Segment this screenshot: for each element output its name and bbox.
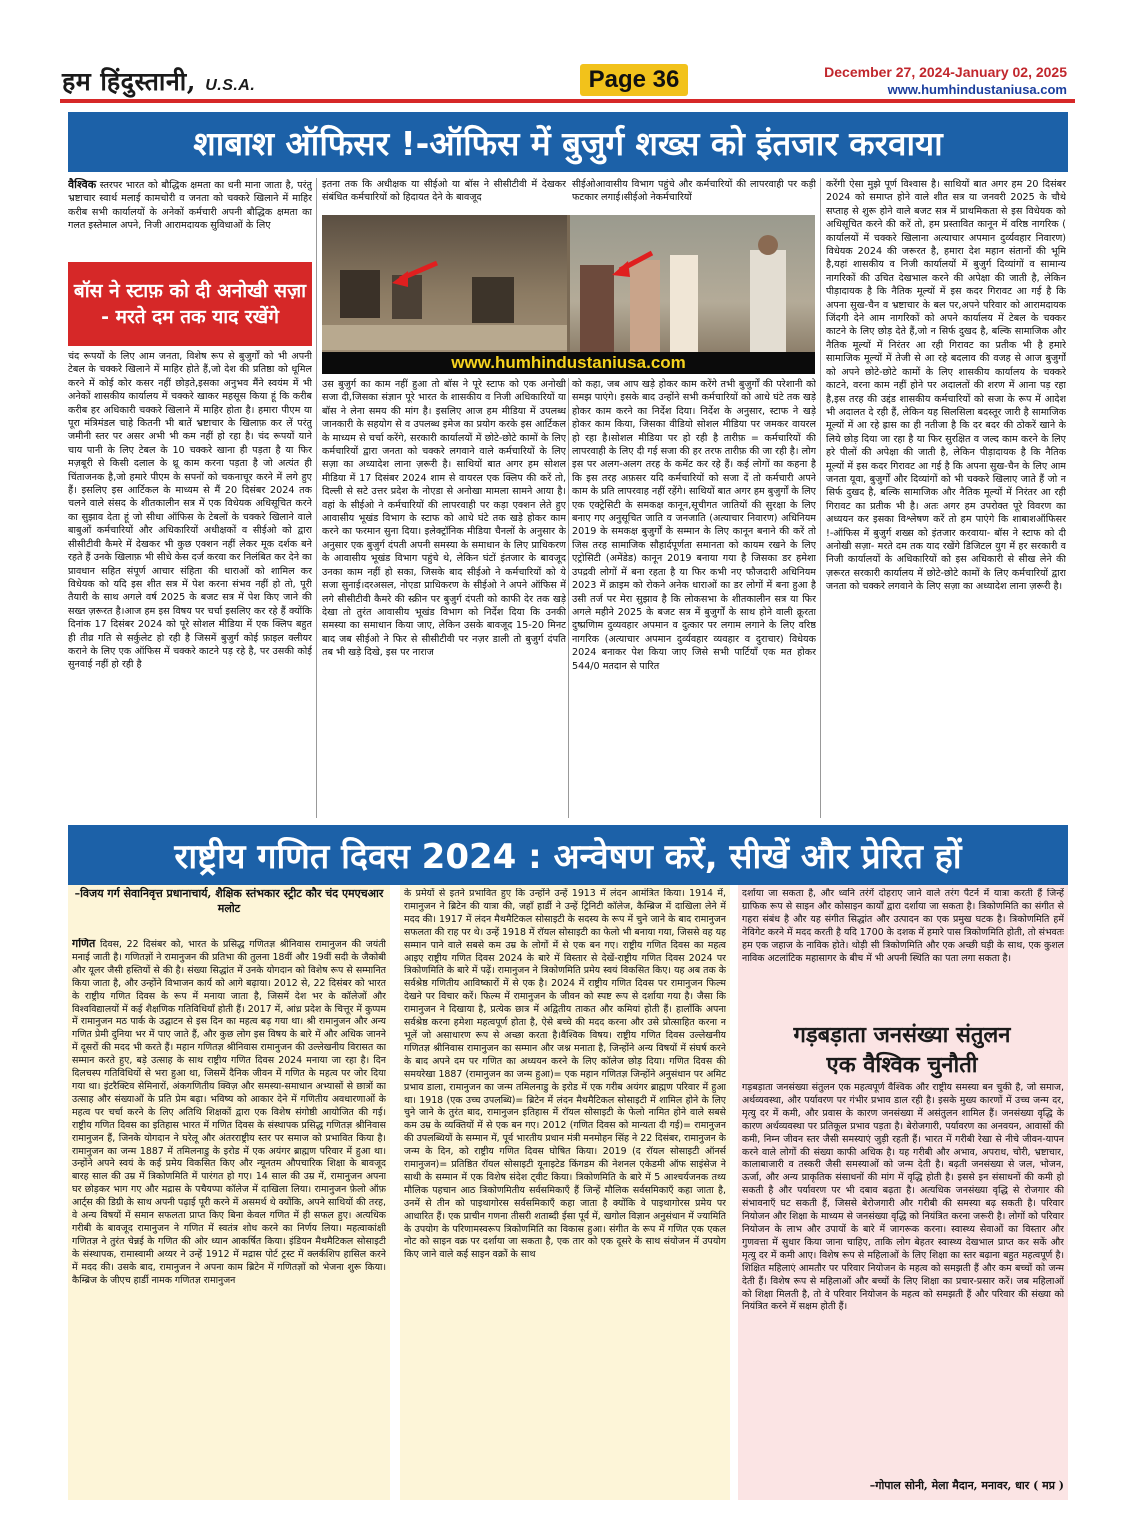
article2-col3-top: दर्शाया जा सकता है, और ध्वनि तरंगें दोहराए जाने वाले तरंग पैटर्न में यात्रा करती हैं जिन्हें ग्राफिक रूप से साइन और कोसाइन कार्यों द्वारा दर्शाया जा सकता है। त्रिकोणमिति का संगीत से गहरा संबंध है और यह संगीत सिद्धांत और उत्पादन का एक प्रमुख घटक है। त्रिकोणमिति हमें नेविगेट करने में मदद करती है यदि 1700 के दशक में हमारे पास त्रिकोणमिति होती, तो संभवतः हम एक जहाज के नाविक होते। थोड़ी सी त्रिकोणमिति और एक अच्छी घड़ी के साथ, एक कुशल नाविक अटलांटिक महासागर के बीच में भी अपनी स्थिति का पता लगा सकता है।: [742, 888, 1064, 964]
article2-col3-bottom: गड़बड़ाता जनसंख्या संतुलन एक महत्वपूर्ण वैश्विक और राष्ट्रीय समस्या बन चुकी है, जो समाज, अर्थव्यवस्था, और पर्यावरण पर गंभीर प्रभाव डाल रही है। इसके मुख्य कारणों में उच्च जन्म दर, मृत्यु दर में कमी, और प्रवास के कारण जनसंख्या में असंतुलन शामिल हैं। जनसंख्या वृद्धि के कारण अर्थव्यवस्था पर प्रतिकूल प्रभाव पड़ता है। बेरोजगारी, पर्यावरण का अनवयन, आवासों की कमी, निम्न जीवन स्तर जैसी समस्याएं जुड़ी रहती हैं। भारत में गरीबी रेखा से नीचे जीवन-यापन करने वाले लोगों की संख्या काफी अधिक है। यह गरीबी और अभाव, अपराध, चोरी, भ्रष्टाचार, कालाबाजारी व तस्करी जैसी समस्याओं को जन्म देती है। बढ़ती जनसंख्या से जल, भोजन, ऊर्जा, और अन्य प्राकृतिक संसाधनों की मांग में वृद्धि होती है। इससे इन संसाधनों की कमी हो सकती है और पर्यावरण पर भी दबाव बढ़ता है। अत्यधिक जनसंख्या वृद्धि से रोजगार की संभावनाएँ घट सकती हैं, जिससे बेरोजगारी और गरीबी की समस्या बढ़ सकती है। परिवार नियोजन और शिक्षा के माध्यम से जनसंख्या वृद्धि को नियंत्रित करना जरूरी है। लोगों को परिवार नियोजन के लाभ और उपायों के बारे में जागरूक करना। स्वास्थ्य सेवाओं का विस्तार और गुणवत्ता में सुधार किया जाना चाहिए, ताकि लोग बेहतर स्वास्थ्य देखभाल प्राप्त कर सकें और मृत्यु दर में कमी आए। विशेष रूप से महिलाओं के लिए शिक्षा का स्तर बढ़ाना बहुत महत्वपूर्ण है। शिक्षित महिलाएं आमतौर पर परिवार नियोजन के महत्व को समझती हैं और कम बच्चों को जन्म देती हैं। विशेष रूप से महिलाओं और बच्चों के लिए शिक्षा का प्रचार-प्रसार करें। जब महिलाओं को शिक्षा मिलती है, तो वे परिवार नियोजन के महत्व को समझती हैं और परिवार की संख्या को नियंत्रित करने में सक्षम होती हैं।: [742, 1082, 1064, 1313]
article2-col1-text: दिवस, 22 दिसंबर को, भारत के प्रसिद्ध गणितज्ञ श्रीनिवास रामानुजन की जयंती मनाई जाती है। गणितज्ञों ने रामानुजन की प्रतिभा की तुलना 18वीं और 19वीं सदी के जैकोबी और यूलर जैसी हस्तियों से की है। संख्या सिद्धांत में उनके योगदान को विशेष रूप से सम्मानित किया जाता है, और उन्होंने विभाजन कार्य को आगे बढ़ाया। 2012 से, 22 दिसंबर को भारत के राष्ट्रीय गणित दिवस के रूप में मनाया जाता है, जिसमें देश भर के कॉलेजों और विश्वविद्यालयों में कई शैक्षणिक गतिविधियाँ होती हैं। 2017 में, आंध्र प्रदेश के चित्तूर में कुप्पम में रामानुजन मठ पार्क के उद्घाटन से इस दिन का महत्व बढ़ गया था। श्री रामानुजन और अन्य गणित प्रेमी दुनिया भर में पाए जाते हैं, और कुछ लोग इस विषय के बारे में और अधिक जानने में दूसरों की मदद भी करते हैं। महान गणितज्ञ श्रीनिवास रामानुजन की उल्लेखनीय विरासत का सम्मान करते हुए, बड़े उत्साह के साथ राष्ट्रीय गणित दिवस 2024 मनाया जा रहा है। दिन दिलचस्प गतिविधियों से भरा हुआ था, जिसमें दैनिक जीवन में गणित के महत्व पर जोर दिया गया था। इंटरैक्टिव सेमिनारों, अंकगणितीय क्विज़ और समस्या-समाधान अभ्यासों से छात्रों का उत्साह और संख्याओं के प्रति प्रेम बढ़ा। भविष्य को आकार देने में गणितीय अवधारणाओं के महत्व पर चर्चा करने के लिए अतिथि शिक्षकों द्वारा एक विशेष संगोष्ठी आयोजित की गई। राष्ट्रीय गणित दिवस का इतिहास भारत में गणित दिवस के संस्थापक प्रसिद्ध गणितज्ञ श्रीनिवास रामानुजन हैं, जिनके योगदान ने घरेलू और अंतरराष्ट्रीय स्तर पर समाज को प्रभावित किया है। रामानुजन का जन्म 1887 में तमिलनाडु के इरोड में एक अयंगर ब्राह्मण परिवार में हुआ था। उन्होंने अपने स्वयं के कई प्रमेय विकसित किए और न्यूनतम औपचारिक शिक्षा के बावजूद बारह साल की उम्र में त्रिकोणमिति में पारंगत हो गए। 14 साल की उम्र में, रामानुजन अपना घर छोड़कर भाग गए और मद्रास के पचैयप्पा कॉलेज में दाखिला लिया। रामानुजन फ़ेलो ऑफ़ आर्ट्स की डिग्री के साथ अपनी पढ़ाई पूरी करने में असमर्थ थे क्योंकि, अपने साथियों की तरह, वे अन्य विषयों में समान सफलता प्राप्त किए बिना केवल गणित में ही सफल हुए। अत्यधिक गरीबी के बावजूद रामानुजन ने गणित में स्वतंत्र शोध करने का निर्णय लिया। महत्वाकांक्षी गणितज्ञ ने तुरंत चेन्नई के गणित की ओर ध्यान आकर्षित किया। इंडियन मैथमैटिकल सोसाइटी के संस्थापक, रामास्वामी अय्यर ने उन्हें 1912 में मद्रास पोर्ट ट्रस्ट में क्लर्कशिप हासिल करने में मदद की। उसके बाद, रामानुजन ने अपना काम ब्रिटेन में गणितज्ञों को भेजना शुरू किया। कैम्ब्रिज के जीएच हार्डी नामक गणितज्ञ रामानुजन: [72, 939, 386, 1286]
article2-col2: के प्रमेयों से इतने प्रभावित हुए कि उन्होंने उन्हें 1913 में लंदन आमंत्रित किया। 1914 में, रामानुजन ने ब्रिटेन की यात्रा की, जहाँ हार्डी ने उन्हें ट्रिनिटी कॉलेज, कैम्ब्रिज में दाखिला लेने में मदद की। 1917 में लंदन मैथमैटिकल सोसाइटी के सदस्य के रूप में चुने जाने के बाद रामानुजन सफलता की राह पर थे। उन्हें 1918 में रॉयल सोसाइटी का फेलो भी बनाया गया, जिससे वह यह सम्मान पाने वाले सबसे कम उम्र के लोगों में से एक बन गए। राष्ट्रीय गणित दिवस का महत्व आइए राष्ट्रीय गणित दिवस 2024 के बारे में विस्तार से देखें-राष्ट्रीय गणित दिवस 2024 पर त्रिकोणमिति के बारे में पढ़ें। रामानुजन ने त्रिकोणमिति प्रमेय स्वयं विकसित किए। यह अब तक के सर्वश्रेष्ठ गणितीय आविष्कारों में से एक है। 2024 में राष्ट्रीय गणित दिवस पर रामानुजन फिल्म देखने पर विचार करें। फिल्म में रामानुजन के जीवन को स्पष्ट रूप से दर्शाया गया है। जैसा कि रामानुजन ने दिखाया है, प्रत्येक छात्र में अद्वितीय ताकत और कमियां होती हैं। हालाँकि अपना सर्वश्रेष्ठ करना हमेशा महत्वपूर्ण होता है, ऐसे बच्चे की मदद करना और उसे प्रोत्साहित करना न भूलें जो असाधारण रूप से अच्छा करता है।वैश्विक विषय। राष्ट्रीय गणित दिवस उल्लेखनीय गणितज्ञ श्रीनिवास रामानुजन का सम्मान और जश्न मनाता है, जिन्होंने अन्य विषयों में संघर्ष करने के बाद अपने दम पर गणित का अध्ययन करने के लिए कॉलेज छोड़ दिया। गणित दिवस की समयरेखा 1887 (रामानुजन का जन्म हुआ)= एक महान गणितज्ञ जिन्होंने अनुसंधान पर अमिट प्रभाव डाला, रामानुजन का जन्म तमिलनाडु के इरोड में एक गरीब अयंगर ब्राह्मण परिवार में हुआ था। 1918 (एक उच्च उपलब्धि)= ब्रिटेन में लंदन मैथमैटिकल सोसाइटी में शामिल होने के लिए चुने जाने के तुरंत बाद, रामानुजन इतिहास में रॉयल सोसाइटी के फेलो नामित होने वाले सबसे कम उम्र के व्यक्तियों में से एक बन गए। 2012 (गणित दिवस को मान्यता दी गई)= रामानुजन की उपलब्धियों के सम्मान में, पूर्व भारतीय प्रधान मंत्री मनमोहन सिंह ने 22 दिसंबर, रामानुजन के जन्म के दिन, को राष्ट्रीय गणित दिवस घोषित किया। 2019 (द रॉयल सोसाइटी ऑनर्स रामानुजन)= प्रतिष्ठित रॉयल सोसाइटी यूनाइटेड किंगडम की नेशनल एकेडमी ऑफ साइंसेज ने साथी के सम्मान में एक विशेष संदेश ट्वीट किया। त्रिकोणमिति के बारे में 5 आश्चर्यजनक तथ्य मौलिक पहचान आठ त्रिकोणमितीय सर्वसमिकाएँ हैं जिन्हें मौलिक सर्वसमिकाएँ कहा जाता है, उनमें से तीन को पाइथागोरस सर्वसमिकाएँ कहा जाता है क्योंकि वे पाइथागोरस प्रमेय पर आधारित हैं। एक प्राचीन गणना तीसरी शताब्दी ईसा पूर्व में, खगोल विज्ञान अनुसंधान में ज्यामिति के उपयोग के परिणामस्वरूप त्रिकोणमिति का विकास हुआ। संगीत के रूप में गणित एक एकल नोट को साइन वक्र पर दर्शाया जा सकता है, एक तार को एक दूसरे के साथ संयोजन में उपयोग किए जाने वाले कई साइन वक्रों के साथ: [404, 888, 726, 1261]
column-divider: [820, 178, 821, 818]
article2-col1: [72, 938, 386, 1494]
article1-col2-top: इतना तक कि अधीक्षक या सीईओ या बॉस ने सीसीटीवी में देखकर संबंधित कर्मचारियों को हिदायत देने के बावजूद: [322, 179, 566, 204]
article1-lead-word: वैश्विक: [68, 178, 97, 191]
article1-col3-top: सीईओआवासीय विभाग पहुंचे और कर्मचारियों की लापरवाही पर कड़ी फटकार लगाई।सीईओ नेकर्मचारियों: [572, 179, 816, 204]
article1-col1-top-text: स्तरपर भारत को बौद्धिक क्षमता का धनी माना जाता है, परंतु भ्रष्टाचार स्वार्थ मलाई कामचोरी व जनता को चक्करे खिलाने में माहिर करीब सभी कार्यालयों के अनेकों कर्मचारी अपनी बौद्धिक क्षमता का गलत इस्तेमाल अपने, निजी आरामदायक सुविधाओं के लिए: [68, 180, 312, 232]
office-staff-photo: [570, 215, 815, 373]
article1-title: शाबाश ऑफिसर !-ऑफिस में बुजुर्ग शख्स को इंतजार करवाया: [68, 112, 1068, 172]
masthead-title: हम हिंदुस्तानी,: [62, 67, 196, 96]
issue-date: December 27, 2024-January 02, 2025: [824, 64, 1067, 80]
article1-col4: करेंगी ऐसा मुझे पूर्ण विश्वास है। साथियों बात अगर हम 20 दिसंबर 2024 को समाप्त होने वाले शीत सत्र या जनवरी 2025 के चौथे सप्ताह से शुरू होने वाले बजट सत्र में प्राथमिकता से इस विधेयक को अधिसूचित करने की करें तो, हम प्रस्तावित कानून में वरिष्ठ नागरिक ( कार्यालयों में चक्करे खिलाना अत्याचार अपमान दुर्व्यवहार निवारण) विधेयक 2024 की जरूरत है, हमारा देश महान संतानों की भूमि है,यहां शासकीय व निजी कार्यालयों में बुजुर्ग दिव्यांगों व सामान्य नागरिकों की उचित देखभाल करने की अपेक्षा की जाती है, लेकिन पीड़ादायक है कि नैतिक मूल्यों में इस कदर गिरावट आ गई है कि अपना सुख-चैन व भ्रष्टाचार के बल पर,अपने परिवार को आरामदायक जिंदगी देने आम नागरिकों को अपने कार्यालय में टेबल के चक्कर काटने के लिए छोड़ देते हैं,जो न सिर्फ दुखद है, बल्कि सामाजिक और नैतिक मूल्यों में निरंतर आ रही गिरावट का प्रतीक भी है हमारे सामाजिक मूल्यों में तेजी से आ रहे बदलाव की वजह से आज बुजुर्गों को अपने छोटे-छोटे कामों के लिए शासकीय कार्यालय के चक्करे काटने, वरना काम नहीं होने पर अदालतों की शरण में आना पड़ रहा है,इस तरह की उद्दंड शासकीय कर्मचारियों को सजा के रूप में आदेश भी अदालत दे रही हैं, लेकिन यह सिलसिला बदस्तूर जारी है सामाजिक मूल्यों में आ रहे ह्रास का ही नतीजा है कि दर बदर की ठोकरें खाने के लिये छोड़ दिया जा रहा है या फिर सुरक्षित व जल्द काम करने के लिए हरे पीलों की अपेक्षा की जाती है, लेकिन पीड़ादायक है कि नैतिक मूल्यों में इस कदर गिरावट आ गई है कि अपना सुख-चैन के लिए आम जनता यूवा, बुजुर्गों और दिव्यांगों को भी चक्करे खिलाए जाते हैं जो न सिर्फ दुखद है, बल्कि सामाजिक और नैतिक मूल्यों में निरंतर आ रही गिरावट का प्रतीक भी है। अतः अगर हम उपरोक्त पूरे विवरण का अध्ययन कर इसका विश्लेषण करें तो हम पाएंगे कि शाबाशऑफिसर !-ऑफिस में बुजुर्ग शख्स को इंतजार करवाया- बॉस ने स्टाफ को दी अनोखी सज़ा- मरते दम तक याद रखेंगे डिजिटल युग में हर सरकारी व निजी कार्यालयों के अधिकारियों को इस अधिकारी से सीख लेने की ज़रूरत सरकारी कार्यालय में छोटे-छोटे कामों के लिए कर्मचारियों द्वारा जनता को चक्करे लगवाने के लिए सज़ा का अध्यादेश लाना ज़रूरी है।: [826, 179, 1066, 593]
website-link[interactable]: www.humhindustaniusa.com: [887, 82, 1067, 97]
cctv-screen-photo: [322, 215, 567, 373]
article1-subhead: बॉस ने स्टाफ़ को दी अनोखी सज़ा - मरते दम तक याद रखेंगे: [68, 262, 312, 346]
population-subhead-line1: गड़बड़ाता जनसंख्या संतुलन: [793, 1022, 1011, 1048]
article1-col2-bottom: उस बुजुर्ग का काम नहीं हुआ तो बॉस ने पूरे स्टाफ को एक अनोखी सजा दी,जिसका संज्ञान पूरे भारत के शासकीय व निजी अधिकारियों या बॉस ने लेना समय की मांग है। इसलिए आज हम मीडिया में उपलब्ध जानकारी के सहयोग से व उपलब्ध इमेज का प्रयोग करके इस आर्टिकल के माध्यम से चर्चा करेंगे, सरकारी कार्यालयों में छोटे-छोटे कामों के लिए कर्मचारियों द्वारा जनता को चक्करे लगवाने वाले कर्मचारियों के लिए सज़ा का अध्यादेश लाना ज़रूरी है। साथियों बात अगर हम सोशल मीडिया में 17 दिसंबर 2024 शाम से वायरल एक क्लिप की करें तो, दिल्ली से सटे उत्तर प्रदेश के नोएडा से अनोखा मामला सामने आया है। वहां के सीईओ ने कर्मचारियों की लापरवाही पर कड़ा एक्शन लेते हुए आवासीय भूखंड विभाग के स्टाफ को आधे घंटे तक खड़े होकर काम करने का फरमान सुना दिया। इलेक्ट्रॉनिक मीडिया चैनलों के अनुसार के अनुसार एक बुजुर्ग दंपती अपनी समस्या के समाधान के लिए प्राधिकरण के आवासीय भूखंड विभाग पहुंचे थे, लेकिन घंटों इंतजार के बावजूद उनका काम नहीं हो सका, जिसके बाद सीईओ ने कर्मचारियों को ये सजा सुनाई।दरअसल, नोएडा प्राधिकरण के सीईओ ने अपने ऑफिस में लगे सीसीटीवी कैमरे की स्क्रीन पर बुजुर्ग दंपती को काफी देर तक खड़े देखा तो तुरंत आवासीय भूखंड विभाग को निर्देश दिया कि उनकी समस्या का समाधान किया जाए, लेकिन उसके बावजूद 15-20 मिनट बाद जब सीईओ ने फिर से सीसीटीवी पर नज़र डाली तो बुजुर्ग दंपति तब भी खड़े दिखे, इस पर नाराज: [322, 379, 566, 659]
article2-title: राष्ट्रीय गणित दिवस 2024 : अन्वेषण करें, सीखें और प्रेरित हों: [68, 825, 1068, 885]
article2-lead-word: गणित: [72, 938, 96, 950]
photo-left-art: [322, 215, 567, 373]
article2-byline: –विजय गर्ग सेवानिवृत्त प्रधानाचार्य, शैक्षिक स्तंभकार स्ट्रीट कौर चंद एमएचआर मलोट: [74, 887, 384, 915]
article2-author: –गोपाल सोनी, मेला मैदान, मनावर, धार ( मप्र ): [869, 1479, 1064, 1492]
article1-col1-bottom: चंद रूपयों के लिए आम जनता, विशेष रूप से बुजुर्गों को भी अपनी टेबल के चक्करे खिलाने में माहिर होते हैं,जो देश की प्रतिष्ठा को धूमिल करने में कोई कोर कसर नहीं छोड़ते,इसका अनुभव मैंने स्वयंम में भी अनेकों शासकीय कार्यालय में चक्करे खाकर महसूस किया हूं कि करीब करीब हर अधिकारी चक्करे खिलाने में माहिर होता है। हमारा पीएम या पूरा मंत्रिमंडल चाहे कितनी भी बातें भ्रष्टाचार के खिलाफ़ कर लें परंतु जमीनी स्तर पर असर अभी भी कम नहीं हो रहा है। चंद रूपयों याने चाय पानी के लिए टेबल के 10 चक्करे खाना ही पड़ता है या फिर मज़बूरी से किसी दलाल के थ्रू काम करना पड़ता है जो अत्यंत ही चिंताजनक है,जो हमारे पीएम के सपनों को चकनाचूर करने में लगे हुए हैं। इसलिए इस आर्टिकल के माध्यम से मैं 20 दिसंबर 2024 तक चलने वाले संसद के शीतकालीन सत्र में एक विधेयक अधिसूचित करने का सुझाव देता हूं जो सीधा ऑफिस के टेबलों के चक्करे खिलाने वाले बाबुओं कर्मचारियों और अधिकारियों अधीक्षकों व सीईओ को द्वारा सीसीटीवी कैमरे में देखकर भी कुछ एक्शन नहीं लेकर मूक दर्शक बने रहते हैं उनके खिलाफ़ भी सीधे केस दर्ज करवा कर निलंबित कर देने का प्रावधान सहित संपूर्ण आचार संहिता की धाराओं को शामिल कर विधेयक को यदि इस शीत सत्र में पेश करना संभव नहीं हो तो, पूरी तैयारी के साथ अगले वर्ष 2025 के बजट सत्र में पेश किए जाने की सख्त ज़रूरत है।आज हम इस विषय पर चर्चा इसलिए कर रहे हैं क्योंकि दिनांक 17 दिसंबर 2024 को पूरे सोशल मीडिया में एक क्लिप बहुत ही तीव्र गति से सर्कुलेट हो रही है जिसमें बुजुर्ग कोई फ़ाइल क्लीयर कराने के लिए एक ऑफिस में चक्करे काटने पड़ रहे है, पर उसकी कोई सुनवाई नहीं हो रही है: [68, 351, 312, 671]
article1-col1-top: [68, 178, 312, 260]
photo-watermark: www.humhindustaniusa.com: [322, 352, 815, 374]
population-subhead-line2: एक वैश्विक चुनौती: [826, 1052, 978, 1078]
page-number: Page 36: [588, 66, 680, 93]
column-divider: [568, 378, 569, 818]
photo-right-art: [570, 215, 815, 373]
article1-col3-bottom: को कहा, जब आप खड़े होकर काम करेंगे तभी बुजुर्गों की परेशानी को समझ पाएंगे। इसके बाद उन्होंने सभी कर्मचारियों को आधे घंटे तक खड़े होकर काम करने का निर्देश दिया। निर्देश के अनुसार, स्टाफ ने खड़े होकर काम किया, जिसका वीडियो सोशल मीडिया पर जमकर वायरल हो रहा है।सोशल मीडिया पर हो रही है तारीफ़ = कर्मचारियों की लापरवाही के लिए दी गई सजा की हर तरफ तारीफ़ की जा रही है। लोग इस पर अलग-अलग तरह के कमेंट कर रहे हैं। कई लोगों का कहना है कि इस तरह अफ़सर यदि कर्मचारियों को सजा दें तो कर्मचारी अपने काम के प्रति लापरवाह नहीं रहेंगे। साथियों बात अगर हम बुजुर्गों के लिए एक एक्ट्रेसिटी के समकक्ष कानून,सूचीगत जातियों की सुरक्षा के लिए बनाए गए अनुसूचित जाति व जनजाति (अत्याचार निवारण) अधिनियम 2019 के समकक्ष बुजुर्गों के सम्मान के लिए कानून बनाने की करें तो जिस तरह सामाजिक सौहार्दपूर्णता समानता को कायम रखने के लिए एट्रोसिटी (अमेंडेड) कानून 2019 बनाया गया है जिसका डर हमेशा उपद्रवी लोगों में बना रहता है या फिर कभी नए फौजदारी अधिनियम 2023 में क्राइम को रोकने अनेक धाराओं का डर लोगों में बना हुआ है उसी तर्ज पर मेरा सुझाव है कि लोकसभा के शीतकालीन सत्र या फिर अगले महीने 2025 के बजट सत्र में बुजुर्गों के साथ होने वाली क्रूरता दुष्प्रणिाम दुव्यवहार अपमान व दुत्कार पर लगाम लगाने के लिए वरिष्ठ नागरिक (अत्याचार अपमान दुर्व्यवहार व्यवहार व दुराचार) विधेयक 2024 बनाकर पेश किया जाए जिसे सभी पार्टियाँ एक मत होकर 544/0 मतदान से पारित: [572, 379, 816, 672]
population-subhead: [738, 1020, 1066, 1080]
masthead: [62, 64, 255, 98]
header-rule: [60, 99, 1075, 103]
masthead-region: U.S.A.: [205, 77, 256, 94]
column-divider: [316, 178, 317, 818]
